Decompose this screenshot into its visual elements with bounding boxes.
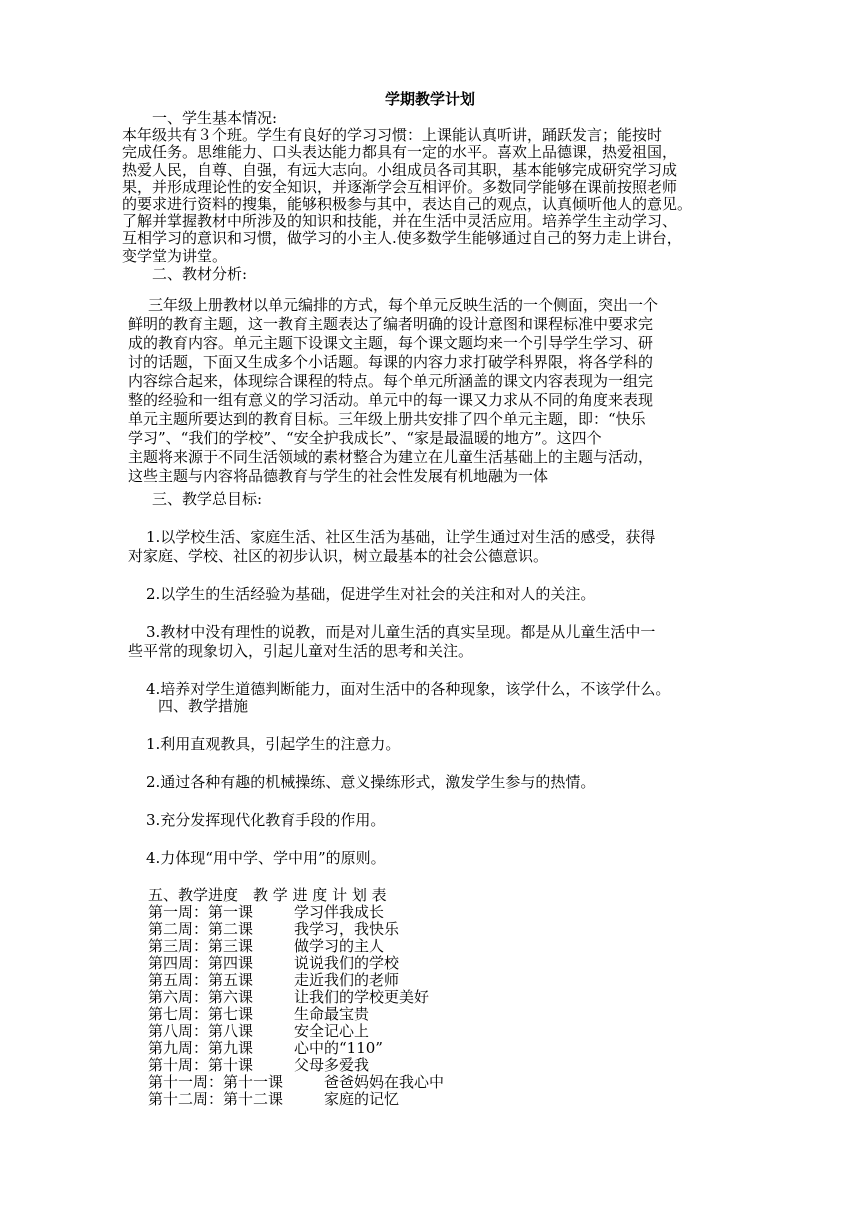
lesson-title: 说说我们的学校 — [294, 954, 400, 972]
schedule-row — [148, 921, 798, 938]
text-line: 内容综合起来，体现综合课程的特点。每个单元所涵盖的课文内容表现为一组完 — [128, 372, 654, 390]
text-line: 学习”、“我们的学校”、“安全护我成长”、“家是最温暖的地方”。这四个 — [128, 429, 602, 447]
text-line: 对家庭、学校、社区的初步认识，树立最基本的社会公德意识。 — [128, 547, 549, 565]
text-line: 2.以学生的生活经验为基础，促进学生对社会的关注和对人的关注。 — [146, 585, 596, 603]
text-line: 变学堂为讲堂。 — [122, 246, 228, 265]
week-lesson: 第一周：第一课 — [148, 903, 254, 921]
week-lesson: 第二周：第二课 — [148, 920, 254, 938]
text-line: 成的教育内容。单元主题下设课文主题，每个课文题均来一个引导学生学习、研 — [128, 334, 654, 352]
lesson-title: 爸爸妈妈在我心中 — [324, 1073, 445, 1091]
text-line: 本年级共有３个班。学生有良好的学习习惯：上课能认真听讲，踊跃发言；能按时 — [122, 126, 663, 145]
section-student-situation — [122, 110, 772, 265]
lesson-title: 父母多爱我 — [294, 1056, 370, 1074]
section-heading: 四、教学措施 — [158, 697, 249, 715]
schedule-row — [148, 1091, 798, 1108]
lesson-title: 家庭的记忆 — [324, 1090, 400, 1108]
text-line: 单元主题所要达到的教育目标。三年级上册共安排了四个单元主题，即：“快乐 — [128, 410, 646, 428]
measure-item: 1.利用直观教具，引起学生的注意力。 — [146, 735, 401, 753]
text-line: 互相学习的意识和习惯，做学习的小主人.使多数学生能够通过自己的努力走上讲台， — [122, 229, 682, 248]
text-line: 完成任务。思维能力、口头表达能力都具有一定的水平。喜欢上品德课，热爱祖国， — [122, 143, 678, 162]
section-schedule — [148, 887, 798, 1108]
text-line: 4.培养对学生道德判断能力，面对生活中的各种现象，该学什么，不该学什么。 — [146, 680, 671, 698]
schedule-row — [148, 989, 798, 1006]
schedule-row — [148, 1040, 798, 1057]
text-line: 的要求进行资料的搜集，能够积极参与其中，表达自己的观点，认真倾听他人的意见。 — [122, 194, 693, 213]
section-teaching-measures — [122, 697, 772, 887]
text-line: 鲜明的教育主题，这一教育主题表达了编者明确的设计意图和课程标准中要求完 — [128, 315, 654, 333]
lesson-title: 让我们的学校更美好 — [294, 988, 430, 1006]
goal-item — [122, 528, 772, 566]
section-heading: 五、教学进度 教 学 进 度 计 划 表 — [148, 886, 387, 904]
text-line: 果，并形成理论性的安全知识，并逐渐学会互相评价。多数同学能够在课前按照老师 — [122, 177, 678, 196]
week-lesson: 第十二周：第十二课 — [148, 1090, 284, 1108]
schedule-row — [148, 904, 798, 921]
section-textbook-analysis — [122, 265, 772, 486]
section-heading: 二、教材分析: — [152, 265, 248, 283]
section-teaching-goals — [122, 490, 772, 718]
text-line: 主题将来源于不同生活领域的素材整合为建立在儿童生活基础上的主题与活动， — [128, 448, 654, 466]
week-lesson: 第三周：第三课 — [148, 937, 254, 955]
text-line: 整的经验和一组有意义的学习活动。单元中的每一课又力求从不同的角度来表现 — [128, 391, 654, 409]
week-lesson: 第七周：第七课 — [148, 1005, 254, 1023]
schedule-row — [148, 938, 798, 955]
lesson-title: 做学习的主人 — [294, 937, 385, 955]
lesson-title: 安全记心上 — [294, 1022, 370, 1040]
schedule-row — [148, 1057, 798, 1074]
section-heading: 三、教学总目标: — [152, 490, 263, 508]
lesson-title: 我学习，我快乐 — [294, 920, 400, 938]
measure-item: 3.充分发挥现代化教育手段的作用。 — [146, 811, 386, 829]
text-line: 些平常的现象切入，引起儿童对生活的思考和关注。 — [128, 642, 474, 660]
schedule-row — [148, 1074, 798, 1091]
lesson-title: 学习伴我成长 — [294, 903, 385, 921]
text-line: 三年级上册教材以单元编排的方式，每个单元反映生活的一个侧面，突出一个 — [148, 296, 659, 314]
text-line: 热爱人民，自尊、自强，有远大志向。小组成员各司其职，基本能够完成研究学习成 — [122, 160, 678, 179]
schedule-row — [148, 1023, 798, 1040]
week-lesson: 第四周：第四课 — [148, 954, 254, 972]
measure-item: 2.通过各种有趣的机械操练、意义操练形式，激发学生参与的热情。 — [146, 773, 596, 791]
lesson-title: 生命最宝贵 — [294, 1005, 370, 1023]
section-heading: 一、学生基本情况: — [152, 109, 278, 127]
text-line: 3.教材中没有理性的说教，而是对儿童生活的真实呈现。都是从儿童生活中一 — [146, 623, 656, 641]
schedule-row — [148, 972, 798, 989]
text-line: 了解并掌握教材中所涉及的知识和技能，并在生活中灵活应用。培养学生主动学习、 — [122, 212, 678, 231]
schedule-row — [148, 1006, 798, 1023]
document-title: 学期教学计划 — [384, 90, 475, 108]
measure-item: 4.力体现“用中学、学中用”的原则。 — [146, 849, 386, 867]
week-lesson: 第五周：第五课 — [148, 971, 254, 989]
week-lesson: 第九周：第九课 — [148, 1039, 254, 1057]
week-lesson: 第十周：第十课 — [148, 1056, 254, 1074]
lesson-title: 走近我们的老师 — [294, 971, 400, 989]
lesson-title: 心中的“110” — [294, 1039, 383, 1057]
week-lesson: 第六周：第六课 — [148, 988, 254, 1006]
goal-item — [122, 585, 772, 604]
schedule-row — [148, 955, 798, 972]
text-line: 讨的话题，下面又生成多个小话题。每课的内容力求打破学科界限，将各学科的 — [128, 353, 654, 371]
week-lesson: 第十一周：第十一课 — [148, 1073, 284, 1091]
text-line: 这些主题与内容将品德教育与学生的社会性发展有机地融为一体 — [128, 467, 549, 485]
text-line: 1.以学校生活、家庭生活、社区生活为基础，让学生通过对生活的感受，获得 — [146, 528, 656, 546]
goal-item — [122, 623, 772, 661]
week-lesson: 第八周：第八课 — [148, 1022, 254, 1040]
